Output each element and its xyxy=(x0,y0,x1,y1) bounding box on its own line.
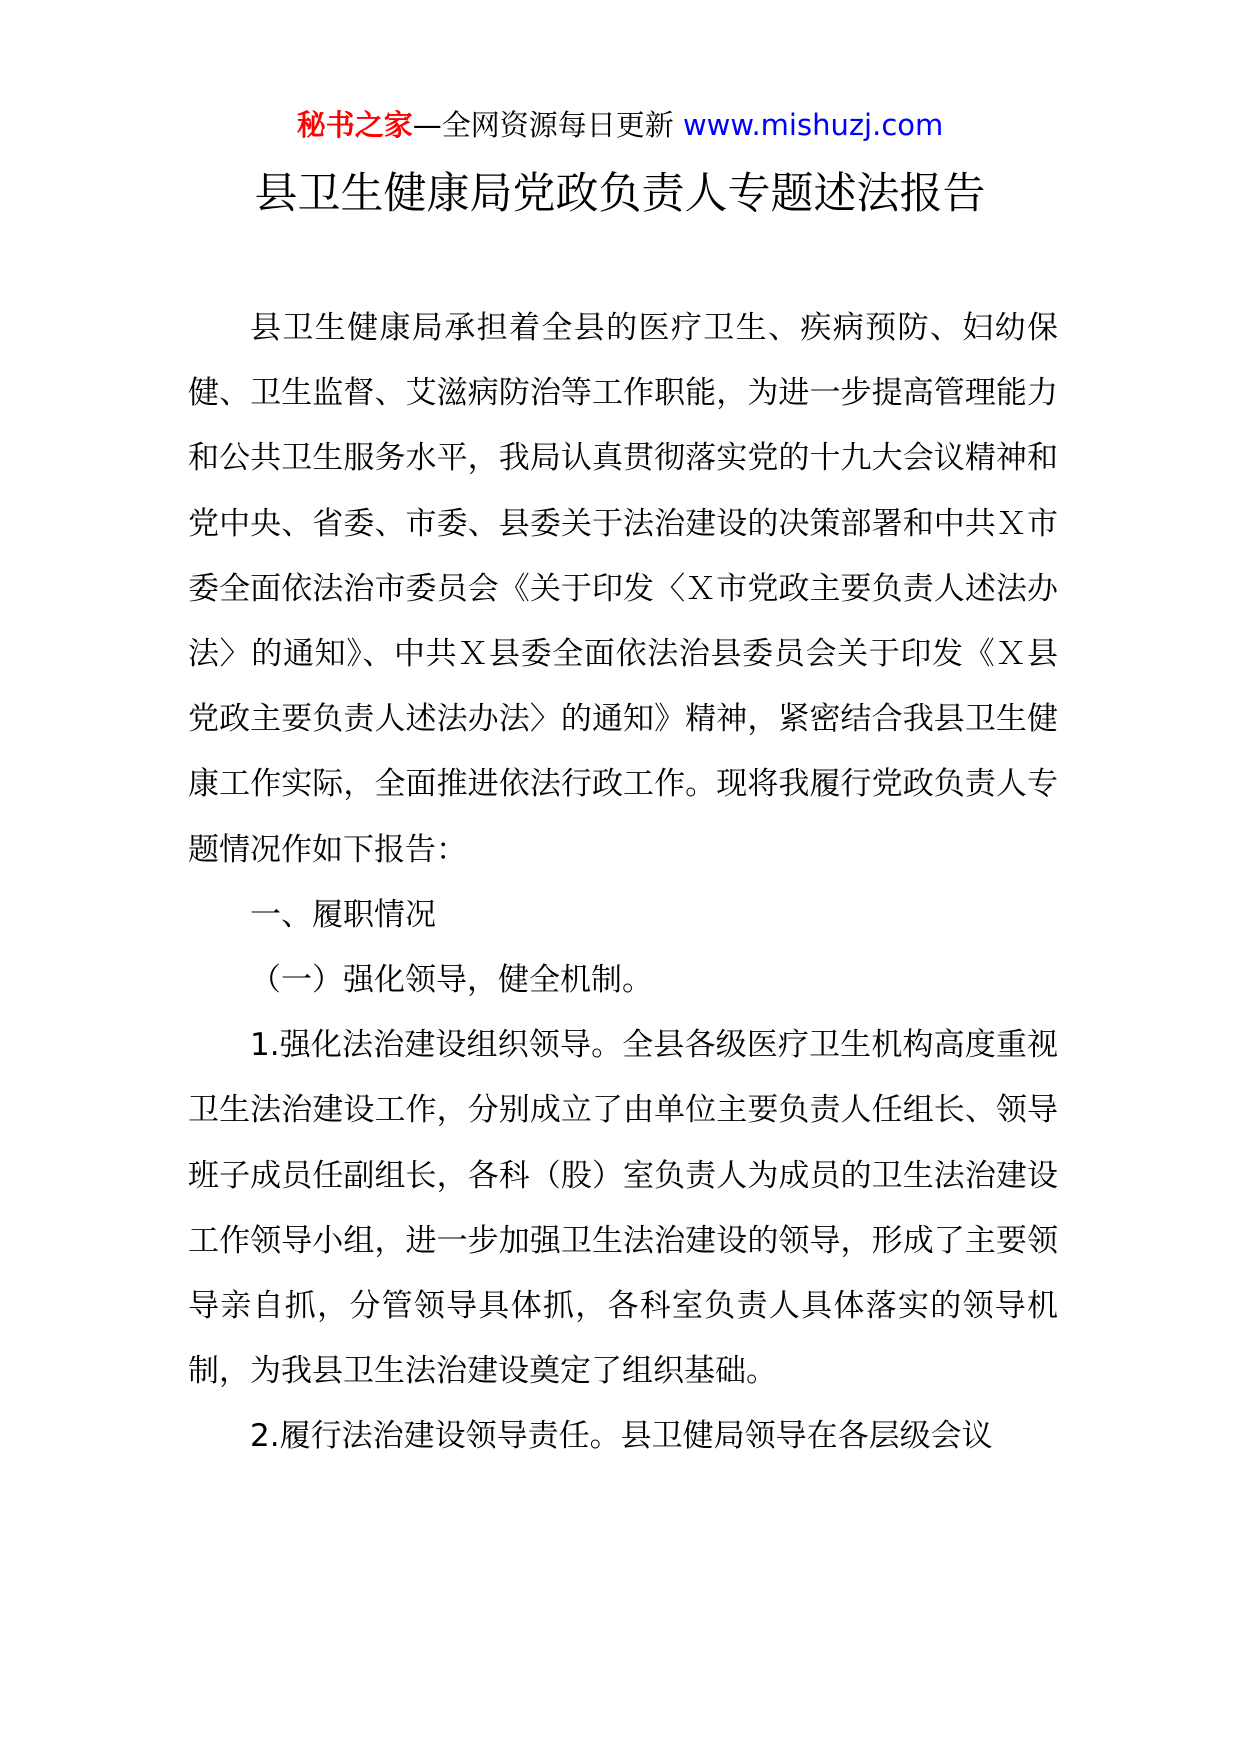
site-url-link[interactable]: www.mishuzj.com xyxy=(682,108,944,142)
item-paragraph-1: 1.强化法治建设组织领导。全县各级医疗卫生机构高度重视卫生法治建设工作，分别成立了由单位主要负责人任组长、领导班子成员任副组长，各科（股）室负责人为成员的卫生法治建设工作领导小组，进一步加强卫生法治建设的领导，形成了主要领导亲自抓，分管领导具体抓，各科室负责人具体落实的领导机制，为我县卫生法治建设奠定了组织基础。 xyxy=(188,1027,1058,1390)
site-header xyxy=(0,103,1240,147)
document-title: 县卫生健康局党政负责人专题述法报告 xyxy=(254,169,986,219)
document-body xyxy=(188,296,1058,1470)
subsection-heading: （一）强化领导，健全机制。 xyxy=(250,962,653,999)
section-heading: 一、履职情况 xyxy=(250,896,436,933)
site-brand: 秘书之家 xyxy=(296,108,413,142)
intro-paragraph: 县卫生健康局承担着全县的医疗卫生、疾病预防、妇幼保健、卫生监督、艾滋病防治等工作职能，为进一步提高管理能力和公共卫生服务水平，我局认真贯彻落实党的十九大会议精神和党中央、省委、市委、县委关于法治建设的决策部署和中共Ｘ市委全面依法治市委员会《关于印发〈Ｘ市党政主要负责人述法办法〉的通知》、中共Ｘ县委全面依法治县委员会关于印发《Ｘ县党政主要负责人述法办法〉的通知》精神，紧密结合我县卫生健康工作实际，全面推进依法行政工作。现将我履行党政负责人专题情况作如下报告： xyxy=(188,310,1058,868)
site-slogan: —全网资源每日更新 xyxy=(412,108,683,142)
item-paragraph-2: 2.履行法治建设领导责任。县卫健局领导在各层级会议 xyxy=(250,1418,993,1455)
